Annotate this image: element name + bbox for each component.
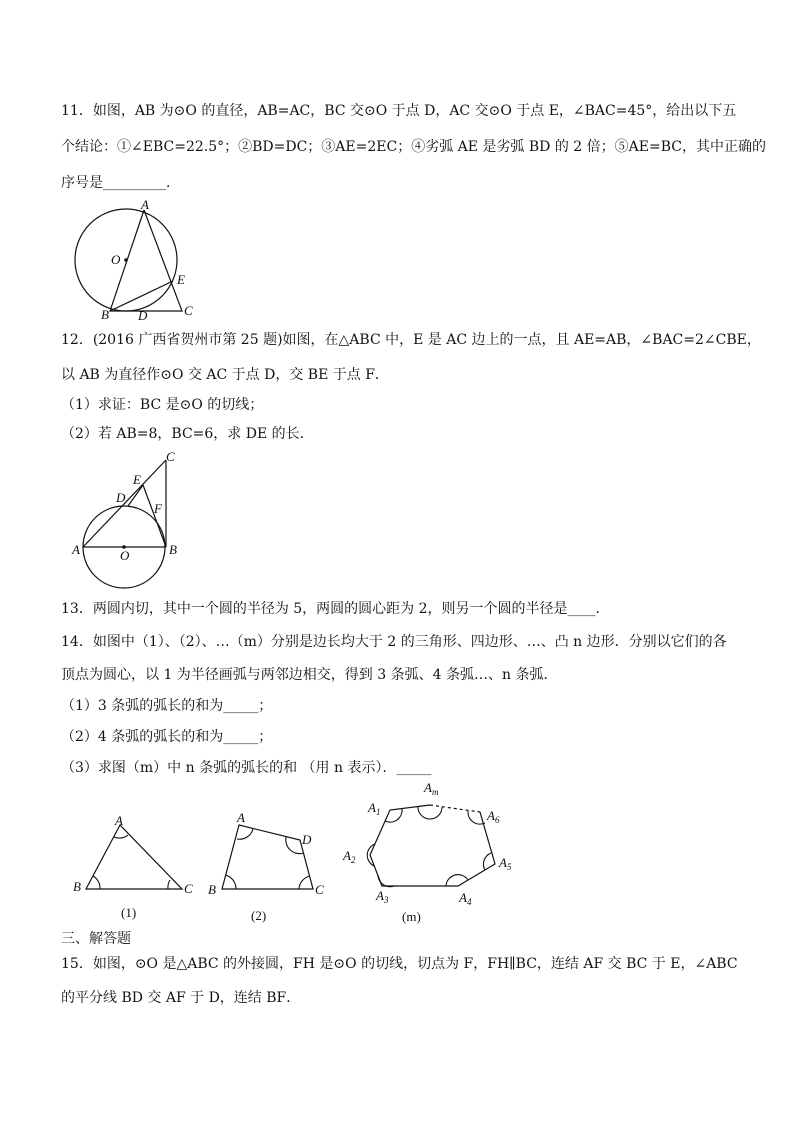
fig2-label-a: A bbox=[237, 810, 245, 825]
q14-figure-1 bbox=[70, 815, 200, 925]
q12-label-f: F bbox=[154, 501, 162, 516]
q14-line1: 14．如图中（1）、（2）、…（m）分别是边长均大于 2 的三角形、四边形、…、凸 n 边形．分别以它们的各 bbox=[61, 634, 727, 650]
fig2-label-b: B bbox=[208, 882, 216, 897]
q12-part2: （2）若 AB=8，BC=6，求 DE 的长． bbox=[61, 426, 314, 442]
q11-figure bbox=[60, 195, 210, 323]
q12-figure bbox=[66, 450, 186, 590]
q11-label-o: O bbox=[111, 252, 121, 267]
q14-line2: 顶点为圆心，以 1 为半径画弧与两邻边相交，得到 3 条弧、4 条弧…、n 条弧． bbox=[61, 667, 558, 683]
q11-label-d: D bbox=[138, 308, 148, 323]
section3-title: 三、解答题 bbox=[61, 931, 131, 947]
q11-label-e: E bbox=[177, 272, 185, 287]
q12-label-b: B bbox=[169, 542, 177, 557]
q12-label-c: C bbox=[166, 449, 175, 464]
q11-label-c: C bbox=[184, 303, 193, 318]
q11-label-a: A bbox=[141, 197, 149, 212]
svg-text:A3: $A_3$ bbox=[376, 888, 389, 905]
q12-label-d: D bbox=[116, 490, 126, 505]
svg-text:A2: $A_2$ bbox=[343, 848, 356, 865]
q11-line1: 11．如图，AB 为⊙O 的直径，AB=AC，BC 交⊙O 于点 D，AC 交⊙O 于点 E，∠BAC=45°，给出以下五 bbox=[61, 103, 737, 119]
q14-part2: （2）4 条弧的弧长的和为_____； bbox=[61, 729, 273, 745]
fig2-caption: (2) bbox=[251, 908, 267, 923]
svg-text:A6: $A_6$ bbox=[487, 808, 500, 825]
svg-text:A5: $A_5$ bbox=[499, 855, 512, 872]
q13-line1: 13．两圆内切，其中一个圆的半径为 5，两圆的圆心距为 2，则另一个圆的半径是____． bbox=[61, 601, 610, 617]
q12-line2: 以 AB 为直径作⊙O 交 AC 于点 D，交 BE 于点 F． bbox=[61, 367, 389, 383]
q15-line1: 15．如图，⊙O 是△ABC 的外接圆，FH 是⊙O 的切线，切点为 F，FH∥BC，连结 AF 交 BC 于 E，∠ABC bbox=[61, 956, 738, 972]
q14-part1: （1）3 条弧的弧长的和为_____； bbox=[61, 698, 273, 714]
q12-label-o: O bbox=[120, 548, 130, 563]
q12-line1: 12．(2016 广西省贺州市第 25 题)如图，在△ABC 中，E 是 AC 边上的一点，且 AE=AB，∠BAC=2∠CBE， bbox=[61, 332, 761, 348]
svg-text:A4: $A_4$ bbox=[459, 890, 472, 907]
fig1-label-b: B bbox=[73, 879, 81, 894]
fig1-label-a: A bbox=[115, 813, 123, 828]
fig2-label-d: D bbox=[302, 832, 312, 847]
svg-text:A1: $A_1$ bbox=[368, 800, 381, 817]
q14-figure-m bbox=[340, 780, 530, 930]
q15-line2: 的平分线 BD 交 AF 于 D，连结 BF． bbox=[61, 990, 301, 1006]
q12-label-e: E bbox=[133, 472, 141, 487]
q14-part3: （3）求图（m）中 n 条弧的弧长的和 （用 n 表示）．_____ bbox=[61, 760, 432, 776]
fig2-label-c: C bbox=[315, 882, 324, 897]
q11-line3: 序号是_________． bbox=[61, 175, 180, 191]
fig1-caption: (1) bbox=[121, 905, 137, 920]
svg-text:Am: $A_m$ bbox=[424, 780, 439, 797]
fig1-label-c: C bbox=[184, 881, 193, 896]
q12-part1: （1）求证：BC 是⊙O 的切线； bbox=[61, 397, 264, 413]
figm-caption: (m) bbox=[402, 909, 421, 924]
q14-figure-2 bbox=[205, 810, 335, 925]
q12-label-a: A bbox=[72, 542, 80, 557]
q11-label-b: B bbox=[101, 307, 109, 322]
q11-line2: 个结论：①∠EBC=22.5°；②BD=DC；③AE=2EC；④劣弧 AE 是劣弧 BD 的 2 倍；⑤AE=BC，其中正确的 bbox=[61, 139, 766, 155]
